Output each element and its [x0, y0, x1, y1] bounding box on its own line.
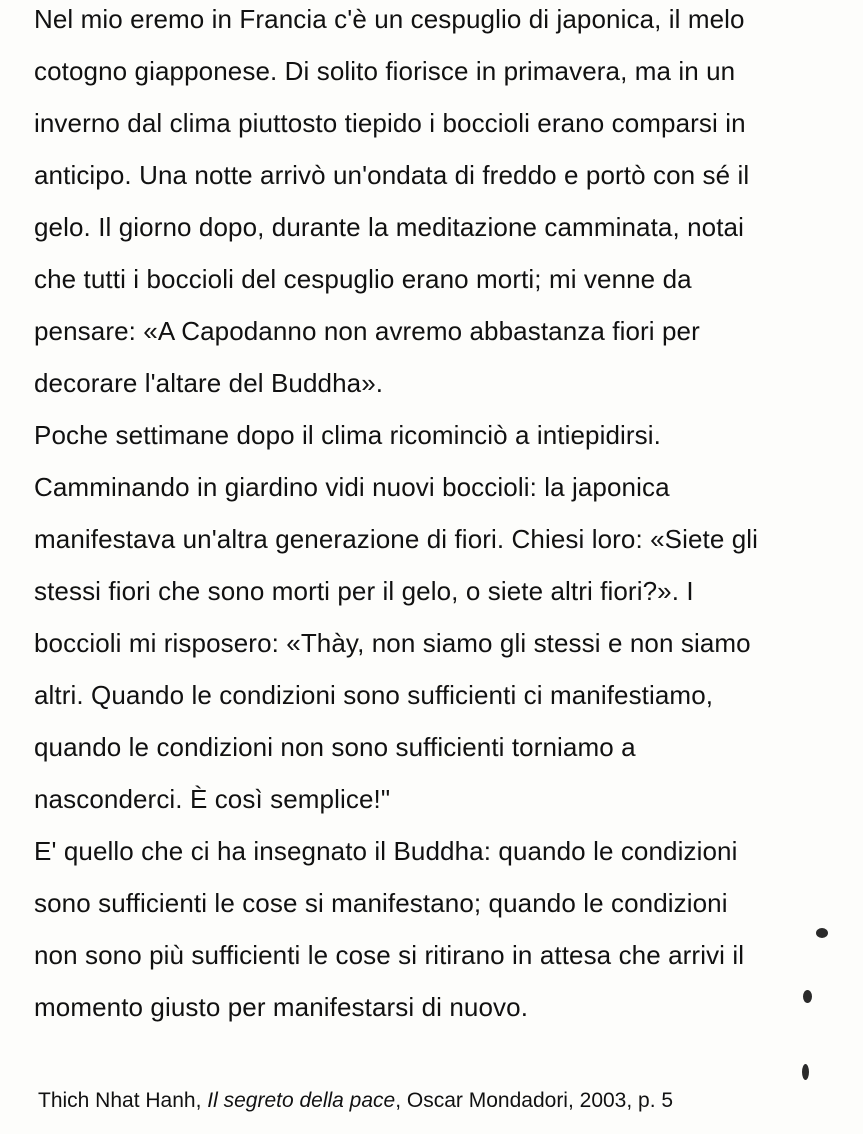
- text-line-20: momento giusto per manifestarsi di nuovo.: [34, 992, 529, 1022]
- ink-speck-2: [803, 990, 812, 1003]
- text-line-3: inverno dal clima piuttosto tiepido i boccioli erano comparsi in: [34, 108, 746, 138]
- text-line-14: altri. Quando le condizioni sono sufficienti ci manifestiamo,: [34, 680, 714, 710]
- ink-speck-1: [816, 928, 828, 938]
- ink-speck-3: [802, 1064, 809, 1080]
- text-line-16: nasconderci. È così semplice!": [34, 784, 391, 814]
- text-line-17: E' quello che ci ha insegnato il Buddha: quando le condizioni: [34, 836, 738, 866]
- text-line-15: quando le condizioni non sono sufficienti torniamo a: [34, 732, 636, 762]
- text-line-1: Nel mio eremo in Francia c'è un cespuglio di japonica, il melo: [34, 4, 745, 34]
- text-line-9: Poche settimane dopo il clima ricominciò a intiepidirsi.: [34, 420, 661, 450]
- text-line-11: manifestava un'altra generazione di fiori. Chiesi loro: «Siete gli: [34, 524, 759, 554]
- text-line-10: Camminando in giardino vidi nuovi boccioli: la japonica: [34, 472, 670, 502]
- text-line-4: anticipo. Una notte arrivò un'ondata di freddo e portò con sé il: [34, 160, 750, 190]
- citation-author: Thich Nhat Hanh,: [38, 1089, 208, 1112]
- citation-details: , Oscar Mondadori, 2003, p. 5: [395, 1089, 674, 1112]
- text-line-7: pensare: «A Capodanno non avremo abbastanza fiori per: [34, 316, 700, 346]
- text-line-5: gelo. Il giorno dopo, durante la meditazione camminata, notai: [34, 212, 744, 242]
- citation-title: Il segreto della pace: [207, 1089, 396, 1112]
- text-line-18: sono sufficienti le cose si manifestano; quando le condizioni: [34, 888, 728, 918]
- text-line-8: decorare l'altare del Buddha».: [34, 368, 384, 398]
- text-line-19: non sono più sufficienti le cose si ritirano in attesa che arrivi il: [34, 940, 745, 970]
- text-line-6: che tutti i boccioli del cespuglio erano morti; mi venne da: [34, 264, 692, 294]
- text-line-12: stessi fiori che sono morti per il gelo, o siete altri fiori?». I: [34, 576, 694, 606]
- citation: [38, 1088, 673, 1114]
- text-line-2: cotogno giapponese. Di solito fiorisce in primavera, ma in un: [34, 56, 736, 86]
- text-line-13: boccioli mi risposero: «Thày, non siamo gli stessi e non siamo: [34, 628, 751, 658]
